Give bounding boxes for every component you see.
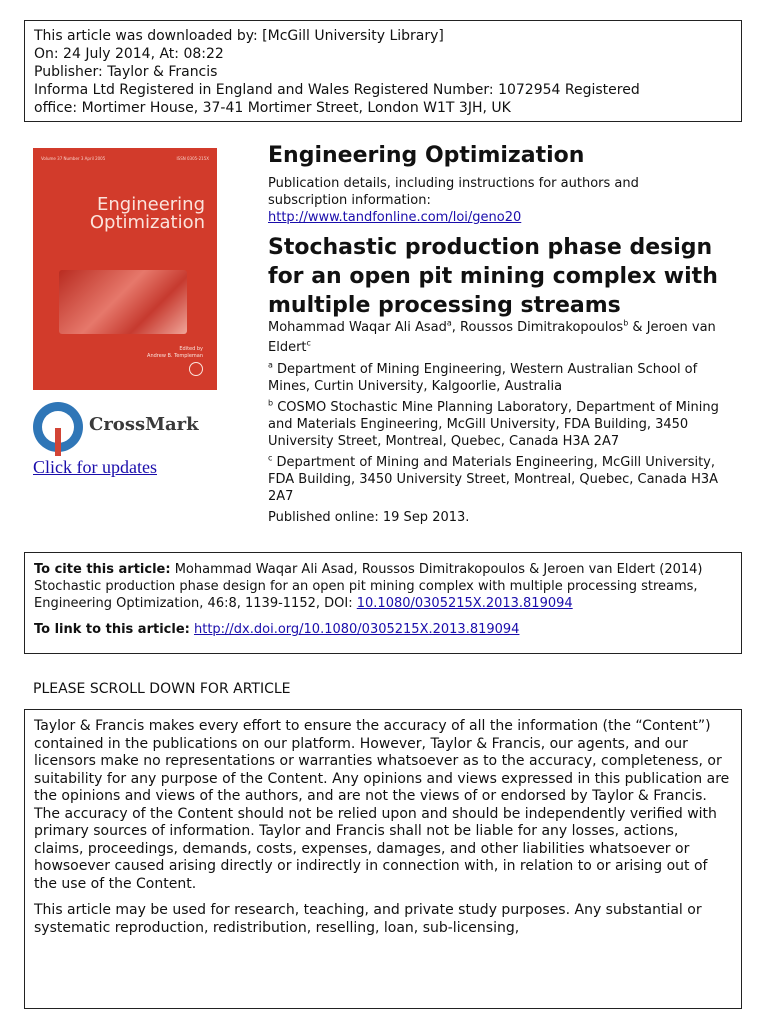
cover-editor-line: Edited by <box>179 346 203 352</box>
cover-illustration <box>59 270 187 334</box>
journal-title: Engineering Optimization <box>268 143 585 168</box>
download-info-box <box>24 20 742 122</box>
author-name: Jeroen van Eldert <box>268 320 716 355</box>
journal-url-link[interactable]: http://www.tandfonline.com/loi/geno20 <box>268 210 522 225</box>
author-name: Roussos Dimitrakopoulos <box>460 320 624 335</box>
cover-editor-line: Andrew B. Templeman <box>147 353 203 359</box>
affiliation-mark: a <box>268 360 273 370</box>
cover-title-line: Engineering <box>97 194 205 215</box>
scroll-down-notice: PLEASE SCROLL DOWN FOR ARTICLE <box>33 681 291 697</box>
citation-box <box>24 552 742 654</box>
cover-issn: ISSN 0305-215X <box>176 156 209 161</box>
author-affiliation-mark: a <box>446 318 452 328</box>
affiliation-a <box>268 361 738 395</box>
cover-volume: Volume 37 Number 3 April 2005 <box>41 156 106 161</box>
terms-paragraph: This article may be used for research, teaching, and private study purposes. Any substantial or systematic reproduction, redistribution, reselling, loan, sub-licensing, <box>34 902 702 936</box>
article-link-row <box>34 621 732 638</box>
download-line: Informa Ltd Registered in England and Wales Registered Number: 1072954 Registered <box>34 82 640 98</box>
article-link-label: To link to this article: <box>34 622 190 637</box>
published-date: Published online: 19 Sep 2013. <box>268 510 470 525</box>
download-line: On: 24 July 2014, At: 08:22 <box>34 46 224 62</box>
cover-editor <box>147 346 203 360</box>
affiliation-b <box>268 399 738 450</box>
publication-details <box>268 175 708 226</box>
affiliation-text: Department of Mining Engineering, Western Australian School of Mines, Curtin University, Kalgoorlie, Australia <box>268 362 698 394</box>
affiliation-mark: b <box>268 398 274 408</box>
article-url-link[interactable]: http://dx.doi.org/10.1080/0305215X.2013.819094 <box>193 622 520 637</box>
affiliation-c <box>268 454 738 505</box>
cover-title-line: Optimization <box>89 212 205 233</box>
crossmark-text: CrossMark <box>89 414 199 435</box>
citation <box>34 561 732 612</box>
article-title: Stochastic production phase design for an open pit mining complex with multiple processing streams <box>268 235 718 318</box>
publication-details-text: Publication details, including instructions for authors and subscription information: <box>268 176 639 208</box>
publisher-logo-icon <box>189 362 203 376</box>
cover-title <box>90 196 205 232</box>
author-affiliation-mark: c <box>306 338 311 348</box>
journal-cover-image <box>33 148 217 390</box>
crossmark-logo[interactable] <box>33 402 199 454</box>
crossmark-bar-icon <box>55 428 61 456</box>
terms-box <box>24 709 742 1009</box>
download-line: Publisher: Taylor & Francis <box>34 64 218 80</box>
download-line: office: Mortimer House, 37-41 Mortimer Street, London W1T 3JH, UK <box>34 100 511 116</box>
author-list: Mohammad Waqar Ali Asad$^a$, Roussos Dimitrakopoulos$^b$ & Jeroen van Eldert$^c$ <box>268 318 716 355</box>
citation-text: Mohammad Waqar Ali Asad, Roussos Dimitrakopoulos & Jeroen van Eldert (2014) Stochastic production phase design for an open pit mining complex with multiple processing streams, Engineering Optimization, 46:8, 1139-1152, DOI: <box>34 562 703 611</box>
affiliation-text: Department of Mining and Materials Engineering, McGill University, FDA Building, 3450 University Street, Montreal, Quebec, Canada H3A 2A7 <box>268 455 719 504</box>
citation-label: To cite this article: <box>34 562 171 577</box>
cover-header <box>41 156 209 161</box>
affiliation-mark: c <box>268 453 273 463</box>
author-name: Mohammad Waqar Ali Asad <box>268 320 447 335</box>
affiliation-text: COSMO Stochastic Mine Planning Laboratory, Department of Mining and Materials Engineering, McGill University, FDA Building, 3450 University Street, Montreal, Quebec, Canada H3A 2A7 <box>268 400 719 449</box>
download-line: This article was downloaded by: [McGill University Library] <box>34 28 444 44</box>
terms-paragraph: Taylor & Francis makes every effort to ensure the accuracy of all the information (the “Content”) contained in the publications on our platform. However, Taylor & Francis, our agents, and our licensors make no representations or warranties whatsoever as to the accuracy, completeness, or suitability for any purpose of the Content. Any opinions and views expressed in this publication are the opinions and views of the authors, and are not the views of or endorsed by Taylor & Francis. The accuracy of the Content should not be relied upon and should be independently verified with primary sources of information. Taylor and Francis shall not be liable for any losses, actions, claims, proceedings, demands, costs, expenses, damages, and other liabilities whatsoever or howsoever caused arising directly or indirectly in connection with, in relation to or arising out of the use of the Content. <box>34 718 730 892</box>
doi-link[interactable]: 10.1080/0305215X.2013.819094 <box>356 596 573 611</box>
author-affiliation-mark: b <box>623 318 629 328</box>
click-for-updates-link[interactable]: Click for updates <box>33 457 157 477</box>
